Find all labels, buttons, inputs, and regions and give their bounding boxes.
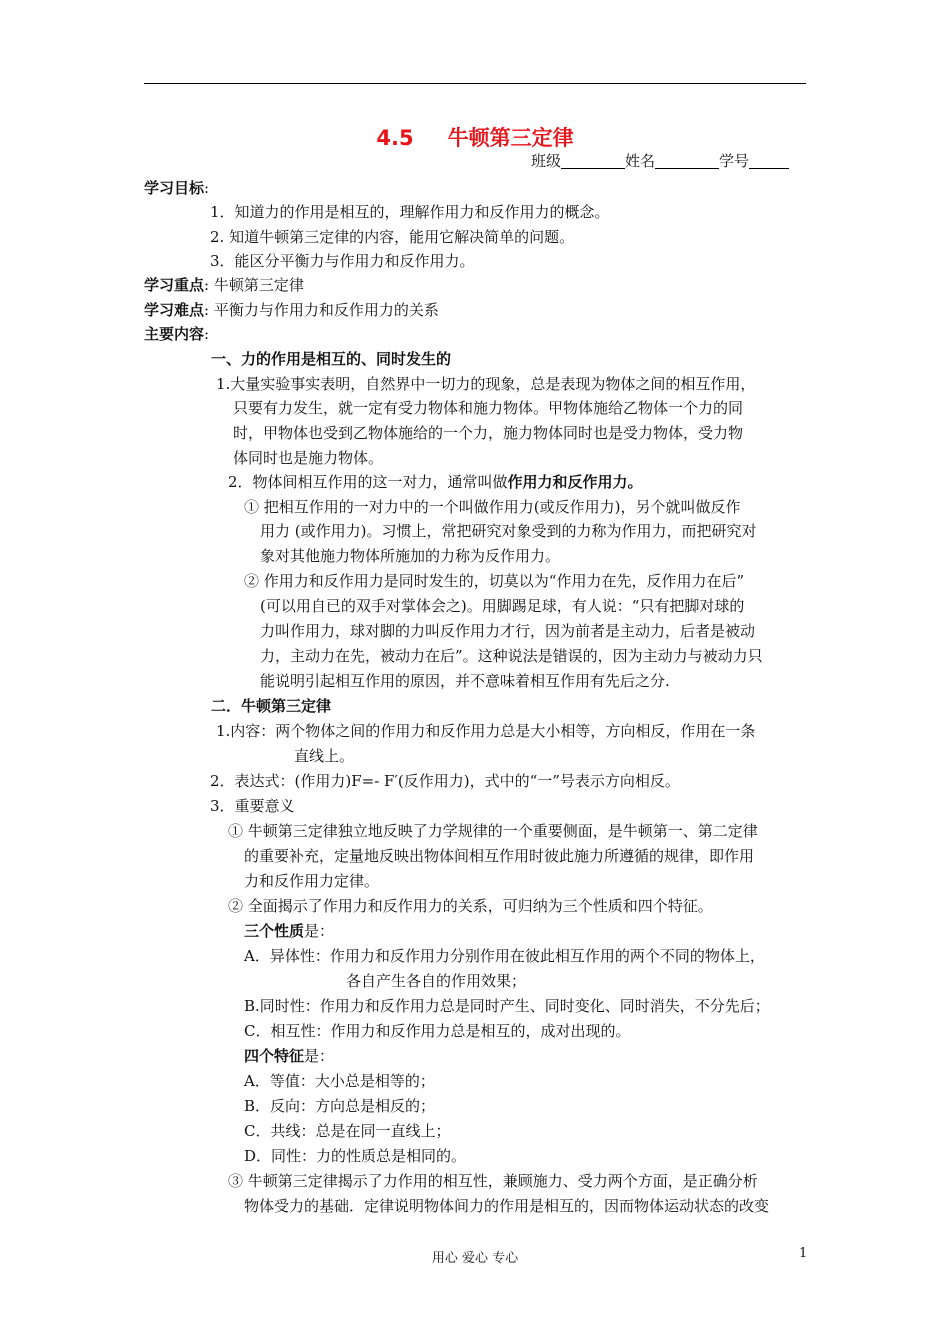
paragraph-line: 能说明引起相互作用的原因，并不意味着相互作用有先后之分.: [260, 672, 670, 690]
paragraph-line: (可以用自已的双手对掌体会之)。用脚踢足球，有人说：“只有把脚对球的: [260, 597, 745, 615]
section1-heading: 一、力的作用是相互的、同时发生的: [211, 350, 452, 368]
difficulty: 学习难点: 平衡力与作用力和反作用力的关系: [144, 301, 439, 319]
id-label: 学号: [719, 152, 750, 170]
paragraph-line: 力，主动力在先，被动力在后”。这种说法是错误的，因为主动力与被动力只: [260, 647, 763, 665]
header-rule: [144, 83, 806, 84]
id-blank[interactable]: [749, 153, 789, 169]
footer-text: 用心 爱心 专心: [431, 1251, 519, 1266]
title-number: 4.5: [376, 126, 414, 150]
feature-line: B．反向：方向总是相反的；: [244, 1097, 436, 1115]
property-line: A．异体性：作用力和反作用力分别作用在彼此相互作用的两个不同的物体上，: [244, 947, 765, 965]
title-text: 牛顿第三定律: [447, 126, 574, 150]
paragraph-line: 1.大量实验事实表明，自然界中一切力的现象，总是表现为物体之间的相互作用，: [216, 375, 756, 393]
paragraph-line: 象对其他施力物体所施加的力称为反作用力。: [260, 547, 561, 565]
paragraph-line: ③ 牛顿第三定律揭示了力作用的相互性，兼顾施力、受力两个方面，是正确分析: [228, 1172, 758, 1190]
feature-line: C．共线：总是在同一直线上；: [244, 1122, 451, 1140]
paragraph-line: 直线上。: [294, 747, 355, 765]
three-properties-heading: 三个性质是：: [244, 922, 335, 940]
name-blank[interactable]: [655, 153, 719, 169]
class-blank[interactable]: [561, 153, 625, 169]
paragraph-line: ① 牛顿第三定律独立地反映了力学规律的一个重要侧面，是牛顿第一、第二定律: [228, 822, 758, 840]
four-features-heading: 四个特征是：: [244, 1047, 335, 1065]
paragraph-line: 2．表达式：(作用力)F=- F′(反作用力)，式中的“一”号表示方向相反。: [210, 772, 680, 790]
paragraph-line: 物体受力的基础．定律说明物体间力的作用是相互的，因而物体运动状态的改变: [244, 1197, 770, 1215]
objective-item: 3．能区分平衡力与作用力和反作用力。: [210, 252, 475, 270]
property-line: 各自产生各自的作用效果；: [346, 972, 527, 990]
paragraph-line: 的重要补充，定量地反映出物体间相互作用时彼此施力所遵循的规律，即作用: [244, 847, 755, 865]
paragraph-line: ② 全面揭示了作用力和反作用力的关系，可归纳为三个性质和四个特征。: [228, 897, 713, 915]
objective-item: 1．知道力的作用是相互的，理解作用力和反作用力的概念。: [210, 203, 610, 221]
paragraph-line: 3．重要意义: [210, 797, 295, 815]
paragraph-line: ② 作用力和反作用力是同时发生的，切莫以为“作用力在先，反作用力在后”: [244, 572, 745, 590]
feature-line: A．等值：大小总是相等的；: [244, 1072, 435, 1090]
student-info: [531, 150, 789, 171]
paragraph-line: 2．物体间相互作用的这一对力，通常叫做作用力和反作用力。: [228, 473, 643, 491]
section2-heading: 二．牛顿第三定律: [211, 697, 332, 715]
feature-line: D．同性：力的性质总是相同的。: [244, 1147, 467, 1165]
page-number: 1: [799, 1246, 808, 1261]
paragraph-line: 力和反作用力定律。: [244, 872, 380, 890]
name-label: 姓名: [625, 152, 656, 170]
paragraph-line: 只要有力发生，就一定有受力物体和施力物体。甲物体施给乙物体一个力的同: [233, 399, 744, 417]
main-content-heading: 主要内容:: [144, 325, 210, 343]
property-line: B.同时性：作用力和反作用力总是同时产生、同时变化、同时消失，不分先后；: [244, 997, 770, 1015]
class-label: 班级: [531, 152, 562, 170]
objectives-heading: 学习目标:: [144, 179, 210, 197]
objective-item: 2. 知道牛顿第三定律的内容，能用它解决简单的问题。: [210, 228, 575, 246]
paragraph-line: 体同时也是施力物体。: [233, 449, 384, 467]
paragraph-line: ① 把相互作用的一对力中的一个叫做作用力(或反作用力)，另个就叫做反作: [244, 498, 741, 516]
paragraph-line: 力叫作用力，球对脚的力叫反作用力才行，因为前者是主动力，后者是被动: [260, 622, 756, 640]
property-line: C．相互性：作用力和反作用力总是相互的，成对出现的。: [244, 1022, 631, 1040]
paragraph-line: 时，甲物体也受到乙物体施给的一个力，施力物体同时也是受力物体，受力物: [233, 424, 744, 442]
key-point: 学习重点: 牛顿第三定律: [144, 276, 304, 294]
paragraph-line: 用力 (或作用力)。习惯上，常把研究对象受到的力称为作用力，而把研究对: [260, 522, 757, 540]
page-title: [0, 122, 950, 152]
paragraph-line: 1.内容：两个物体之间的作用力和反作用力总是大小相等，方向相反，作用在一条: [216, 722, 756, 740]
